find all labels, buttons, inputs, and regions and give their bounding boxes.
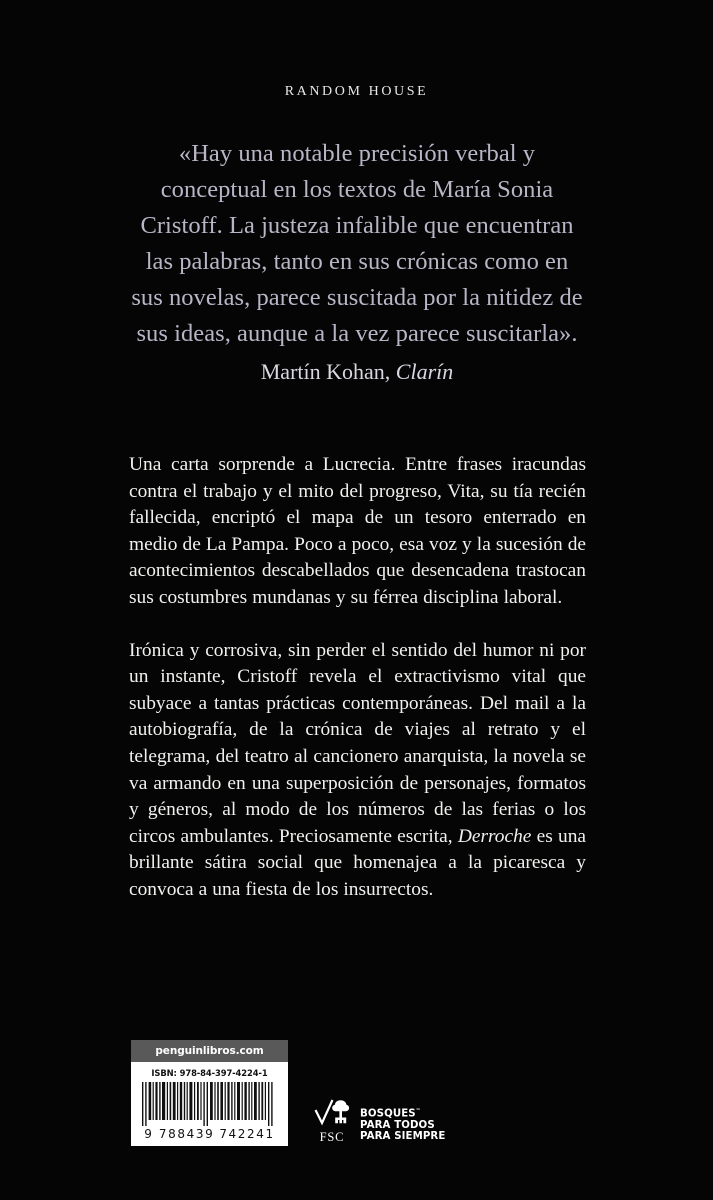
fsc-mark [311, 1096, 353, 1144]
barcode-digit-group-2: 742241 [219, 1127, 275, 1141]
fsc-trademark-symbol: ™ [415, 1107, 421, 1114]
barcode-digit-group-1: 788439 [158, 1127, 215, 1141]
fsc-claim-line-2: PARA TODOS [360, 1119, 435, 1131]
isbn-text: ISBN: 978-84-397-4224-1 [151, 1068, 268, 1078]
barcode-block [131, 1040, 288, 1146]
publisher-website-bar[interactable] [131, 1040, 288, 1062]
fsc-claim-line-3: PARA SIEMPRE [360, 1131, 446, 1143]
pull-quote-publication: Clarín [395, 359, 454, 384]
blurb-paragraph-2 [129, 638, 586, 904]
blurb-paragraph-2-part-1: Irónica y corrosiva, sin perder el sentido del humor ni por un instante, Cristoff revela el extractivismo vital que subyace a tantas prácticas contemporáneas. Del mail a la autobiografía, de la crónica de viajes al retrato y el telegrama, del teatro al cancionero anarquista, la novela se va armando en una superposición de personajes, formatos y géneros, al modo de los números de las ferias o los circos ambulantes. Preciosamente escrita, [129, 639, 586, 847]
pull-quote-author: Martín Kohan, [260, 359, 391, 384]
blurb-body [129, 452, 586, 904]
pull-quote-block [128, 136, 586, 388]
fsc-claim-line-1-text: BOSQUES [360, 1108, 416, 1120]
ean13-barcode-image [140, 1082, 280, 1126]
blurb-paragraph-1: Una carta sorprende a Lucrecia. Entre frases iracundas contra el trabajo y el mito del progreso, Vita, su tía recién fallecida, encriptó el mapa de un tesoro enterrado en medio de La Pampa. Poco a poco, esa voz y la sucesión de acontecimientos descabellados que desencadena trastocan sus costumbres mundanas y su férrea disciplina laboral. [129, 454, 586, 608]
fsc-claim [360, 1106, 445, 1144]
fsc-tree-checkmark-icon [312, 1096, 352, 1130]
blurb-paragraph-2-part-2: es una brillante sátira social que homenajea a la picaresca y convoca a una fiesta de los insurrectos. [129, 825, 586, 900]
fsc-abbreviation: FSC [319, 1130, 345, 1144]
pull-quote-text: «Hay una notable precisión verbal y conceptual en los textos de María Sonia Cristoff. La justeza infalible que encuentran las palabras, tanto en sus crónicas como en sus novelas, parece suscitada por la nitidez de sus ideas, aunque a la vez parece suscitarla». [131, 140, 583, 347]
barcode-digit-lead: 9 [144, 1127, 152, 1141]
book-title-mention: Derroche [457, 825, 532, 847]
barcode-area [131, 1062, 288, 1146]
fsc-logo [311, 1096, 445, 1144]
pull-quote-attribution [128, 356, 586, 388]
fsc-claim-line-1 [360, 1106, 445, 1120]
barcode-digits [139, 1127, 280, 1141]
publisher-imprint: RANDOM HOUSE [284, 84, 429, 99]
publisher-website-url: penguinlibros.com [155, 1045, 264, 1057]
